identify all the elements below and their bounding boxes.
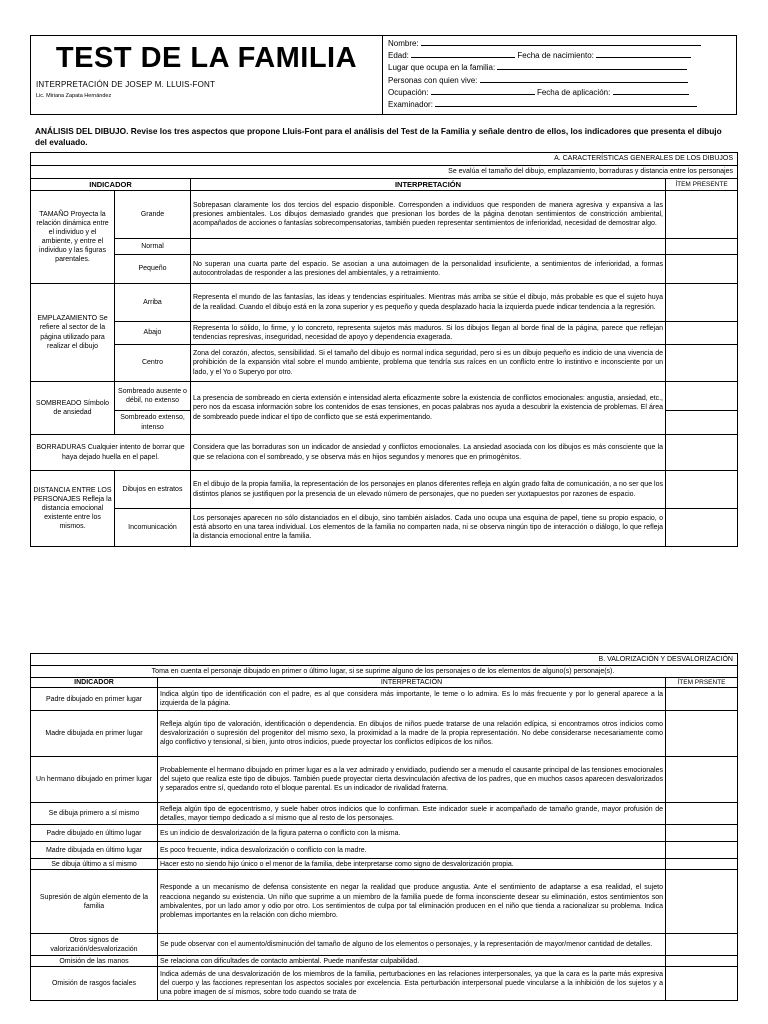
col-indicador-header: INDICADOR [31,179,191,191]
item-checkbox-grande[interactable] [666,191,738,239]
interp-sombreado: La presencia de sombreado en cierta extensión e intensidad alerta eficazmente sobre la existencia de conflictos emocionales: angustia, ansiedad, etc., pero nos da escasa información sobre los contenidos de esas tensiones, en pocas palabras nos ayuda a descubrir la existencia de problemas. El área de sombreado puede indicar el tipo de conflicto que se está experimentando. [191,382,666,435]
item-checkbox-borraduras[interactable] [666,435,738,471]
patient-info-form [383,36,736,114]
row-indicator: Se dibuja primero a sí mismo [31,803,158,825]
row-interpretation: Responde a un mecanismo de defensa consistente en negar la realidad que produce angustia. Ante el sentimiento de adaptarse a esa realidad, el sujeto reacciona negando su existencia. Un niño que suprime a un miembro de la familia puede de forma inconsciente desear su eliminación, estos sentimientos son ambivalentes, por un lado amor y odio por otro. Los sentimientos de culpa por tal eliminación producen en el niño que tienda a racionalizar su problema. Indica problemas importantes en la relación con dicho miembro. [158,870,666,934]
interp-estratos: En el dibujo de la propia familia, la representación de los personajes en planos diferentes refleja en algún grado falta de comunicación, a no ser que los distintos planos se justifiquen por la presencia de un elevado número de personajes, que no pueden ser yuxtapuestos por razones de espacio. [191,471,666,509]
item-checkbox[interactable] [666,859,738,870]
item-checkbox[interactable] [666,956,738,967]
indicator-sombreado: SOMBREADO Símbolo de ansiedad [31,382,115,435]
age-label: Edad: [388,51,409,61]
author-name: Lic. Miriana Zapata Hernández [36,93,112,99]
row-indicator: Madre dibujada en primer lugar [31,711,158,757]
section-a-title: A. CARACTERÍSTICAS GENERALES DE LOS DIBUJOS [31,153,738,166]
sub-pequeno: Pequeño [115,255,191,284]
name-label: Nombre: [388,39,419,48]
item-checkbox[interactable] [666,825,738,842]
item-checkbox[interactable] [666,870,738,934]
indicator-tamano: TAMAÑO Proyecta la relación dinámica entre el individuo y el ambiente, y entre el individuo y las figuras parentales. [31,191,115,284]
examiner-line [435,99,697,107]
row-indicator: Padre dibujado en primer lugar [31,688,158,711]
item-checkbox-incomunicacion[interactable] [666,509,738,547]
lives-with-label: Personas con quien vive: [388,75,478,85]
item-checkbox-sombreado-extenso[interactable] [666,411,738,435]
section-b-rows [31,688,738,1001]
item-checkbox-abajo[interactable] [666,322,738,345]
header-title-block [31,36,383,114]
sub-centro: Centro [115,345,191,382]
item-checkbox-arriba[interactable] [666,284,738,322]
instruction-text: ANÁLISIS DEL DIBUJO. Revise los tres aspectos que propone Lluis-Font para el análisis del Test de la Familia y señale dentro de ellos, los indicadores que presenta el dibujo del evaluado. [35,126,722,147]
row-indicator: Otros signos de valorización/desvalorización [31,934,158,956]
row-indicator: Madre dibujada en último lugar [31,842,158,859]
family-position-line [497,62,687,70]
application-date-line [613,87,689,95]
row-interpretation: Indica además de una desvalorización de los miembros de la familia, perturbaciones en las relaciones interpersonales, ya que la cara es la parte más expresiva del cuerpo y las facciones representan los aspectos sociales por excelencia. Esta perturbación interpersonal puede vincularse a la inhibición de los sujetos y a una pobre imagen de sí mismos, sobre todo cuando se trata de [158,967,666,1001]
lives-with-line [480,75,688,83]
col-b-indicador-header: INDICADOR [31,678,158,688]
indicator-distancia: DISTANCIA ENTRE LOS PERSONAJES Refleja la distancia emocional existente entre los mismos. [31,471,115,547]
row-interpretation: Indica algún tipo de identificación con el padre, es al que considera más importante, le teme o lo admira. Es lo más frecuente y por lo general aparece a la izquierda de la página. [158,688,666,711]
interp-normal [191,239,666,255]
indicator-borraduras: BORRADURAS Cualquier intento de borrar que haya dejado huella en el papel. [31,435,191,471]
table-row [31,956,738,967]
occupation-line [431,87,535,95]
item-checkbox-normal[interactable] [666,239,738,255]
col-interpretacion-header: INTERPRETACIÓN [191,179,666,191]
family-position-field[interactable] [388,62,731,74]
table-row [31,967,738,1001]
interp-pequeno: No superan una cuarta parte del espacio. Se asocian a una autoimagen de la personalidad insuficiente, a sentimientos de inferioridad, a formas autocontroladas de responder a las presiones del ambientales, y a retraimiento. [191,255,666,284]
row-indicator: Se dibuja último a sí mismo [31,859,158,870]
row-interpretation: Refleja algún tipo de valoración, identificación o dependencia. En dibujos de niños puede tratarse de una relación edípica, si encontramos otros indicios como desvalorización o supresión del progenitor del mismo sexo, la proximidad a la madre de la propia representación. No debe considerarse necesariamente como algo conflictivo y tensional, si bien, junto otros indicios, puede proyectar los conflictos edípicos de los niños. [158,711,666,757]
table-row [31,688,738,711]
sub-incomunicacion: Incomunicación [115,509,191,547]
table-row [31,859,738,870]
item-checkbox[interactable] [666,711,738,757]
row-interpretation: Es un indicio de desvalorización de la figura paterna o conflicto con la misma. [158,825,666,842]
interp-borraduras: Considera que las borraduras son un indicador de ansiedad y conflictos emocionales. La ansiedad asociada con los dibujos es más consciente que la que se relaciona con el sombreado, y se observa más en hijos segundos y menores que en primogénitos. [191,435,666,471]
examiner-field[interactable] [388,99,731,111]
page-title: TEST DE LA FAMILIA [55,42,358,74]
sub-abajo: Abajo [115,322,191,345]
col-b-item-header: ÍTEM PRSENTE [666,678,738,688]
item-checkbox-pequeno[interactable] [666,255,738,284]
row-interpretation: Es poco frecuente, indica desvalorización o conflicto con la madre. [158,842,666,859]
row-indicator: Un hermano dibujado en primer lugar [31,757,158,803]
table-row [31,842,738,859]
name-line [421,38,701,46]
row-interpretation: Probablemente el hermano dibujado en primer lugar es a la vez admirado y envidiado, pudiendo ser a menudo el causante principal de las tensiones emocionales del sujeto que realiza este tipo de dibujos. También puede proyectar cierta desvinculación afectiva de los padres, que en muchos casos aparecen desvalorizados y separados entre sí, quedando roto el bloque parental. Es un indicador de rivalidad fraterna. [158,757,666,803]
interp-arriba: Representa el mundo de las fantasías, las ideas y tendencias espirituales. Mientras más arriba se sitúe el dibujo, más probable es que el sujeto huya de la realidad. Cuando el dibujo está en la zona superior y es pequeño y queda desplazado hacia la izquierda puede indicar tendencia a la regresión. [191,284,666,322]
item-checkbox-estratos[interactable] [666,471,738,509]
item-checkbox-sombreado-ausente[interactable] [666,382,738,411]
row-interpretation: Refleja algún tipo de egocentrismo, y suele haber otros indicios que lo confirman. Este indicador suele ir acompañado de tamaño grande, mayor profusión de detalles, mayor tiempo dedicado a sí mismo que al resto de los personajes. [158,803,666,825]
item-checkbox-centro[interactable] [666,345,738,382]
sub-arriba: Arriba [115,284,191,322]
sub-estratos: Dibujos en estratos [115,471,191,509]
interp-grande: Sobrepasan claramente los dos tercios del espacio disponible. Corresponden a individuos que responden de manera agresiva y expansiva a las presiones ambientales. Los dibujos demasiado grandes que presionan los bordes de la página denotan sentimientos de constricción ambiental, acompañados de acciones o fantasías sobrecompensatorias, también pueden representar sentimientos de inferioridad, necesidad de demostrar algo. [191,191,666,239]
interp-abajo: Representa lo sólido, lo firme, y lo concreto, representa sujetos más maduros. Si los dibujos llegan al borde final de la página, parece que reflejan tendencias represivas, inseguridad, necesidad de apoyo y dependencia exagerada. [191,322,666,345]
row-indicator: Padre dibujado en último lugar [31,825,158,842]
item-checkbox[interactable] [666,967,738,1001]
interp-centro: Zona del corazón, afectos, sensibilidad. Si el tamaño del dibujo es normal indica seguridad, pero si es un dibujo pequeño es indicio de una vivencia de prohibición de la expansión vital sobre el mundo ambiente, problema que tendría sus raíces en un conflicto entre lo instintivo e inconsciente por un lado, y el Yo o Superyo por otro. [191,345,666,382]
name-field[interactable] [388,38,731,50]
row-indicator: Omisión de rasgos faciales [31,967,158,1001]
table-row [31,711,738,757]
table-row [31,825,738,842]
item-checkbox[interactable] [666,842,738,859]
section-b-table [30,653,738,1001]
section-a-subtitle: Se evalúa el tamaño del dibujo, emplazamiento, borraduras y distancia entre los personajes [31,166,738,179]
sub-sombreado-extenso: Sombreado extenso, intenso [115,411,191,435]
sub-normal: Normal [115,239,191,255]
interp-incomunicacion: Los personajes aparecen no sólo distanciados en el dibujo, sino también aislados. Cada uno ocupa una esquina de papel, tiene su propio espacio, o está absorto en una tarea individual. Los elementos de la familia no comparten nada, ni se observa ningún tipo de interacción o diálogo, lo que refleja la distancia emocional entre la familia. [191,509,666,547]
row-interpretation: Se relaciona con dificultades de contacto ambiental. Puede manifestar culpabilidad. [158,956,666,967]
item-checkbox[interactable] [666,934,738,956]
sub-sombreado-ausente: Sombreado ausente o débil, no extenso [115,382,191,411]
col-b-interpretacion-header: INTERPRETACIÓN [158,678,666,688]
table-row [31,934,738,956]
occupation-field[interactable] [388,87,731,99]
age-line [411,50,515,58]
lives-with-field[interactable] [388,75,731,87]
row-interpretation: Se pude observar con el aumento/disminución del tamaño de alguno de los elementos o personajes, y la representación de mayor/menor cantidad de detalles. [158,934,666,956]
table-row [31,870,738,934]
section-b-title: B. VALORIZACIÓN Y DESVALORIZACIÓN [31,654,738,666]
sub-grande: Grande [115,191,191,239]
application-date-label: Fecha de aplicación: [536,87,611,97]
occupation-label: Ocupación: [388,87,429,97]
col-item-header: ÍTEM PRESENTE [666,179,738,191]
page-subtitle: INTERPRETACIÓN DE JOSEP M. LLUIS-FONT [36,80,216,89]
section-a-table [30,152,738,547]
row-interpretation: Hacer esto no siendo hijo único o el menor de la familia, debe interpretarse como signo de desvalorización propia. [158,859,666,870]
item-checkbox[interactable] [666,803,738,825]
family-position-label: Lugar que ocupa en la familia: [388,63,496,73]
indicator-emplazamiento: EMPLAZAMIENTO Se refiere al sector de la página utilizado para realizar el dibujo [31,284,115,382]
age-field[interactable] [388,50,731,62]
item-checkbox[interactable] [666,757,738,803]
examiner-label: Examinador: [388,100,433,110]
header-box [30,35,737,115]
table-row [31,757,738,803]
row-indicator: Omisión de las manos [31,956,158,967]
table-row [31,803,738,825]
birthdate-line [596,50,691,58]
row-indicator: Supresión de algún elemento de la familia [31,870,158,934]
birthdate-label: Fecha de nacimiento: [517,51,594,61]
section-b-subtitle: Toma en cuenta el personaje dibujado en primer o último lugar, si se suprime alguno de los personajes o de los elementos de alguno(s) personaje(s). [31,666,738,678]
item-checkbox[interactable] [666,688,738,711]
